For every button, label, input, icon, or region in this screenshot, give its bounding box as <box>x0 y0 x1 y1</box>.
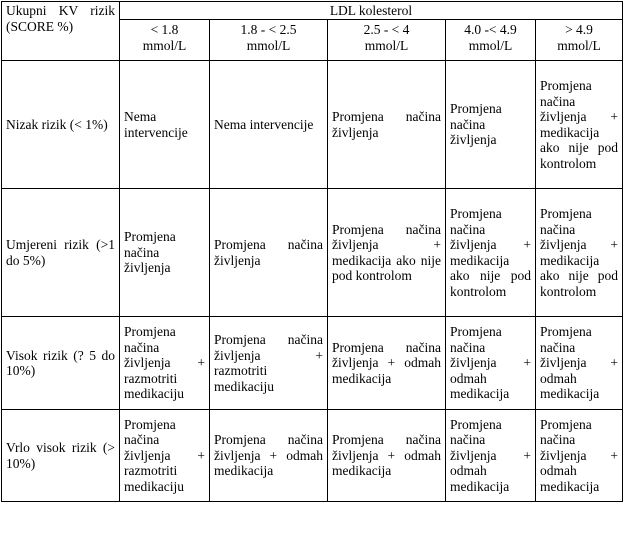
corner-header-label: Ukupni KV rizik (SCORE %) <box>6 3 115 34</box>
column-header-range: > 4.9 <box>565 22 593 37</box>
recommendation-text: Promjena načina življenja + odmah medikacija <box>450 324 531 402</box>
recommendation-text: Promjena načina življenja + medikacija ako nije pod kontrolom <box>540 78 618 171</box>
column-header-range: 4.0 -< 4.9 <box>464 22 517 37</box>
column-header-unit: mmol/L <box>468 37 513 53</box>
column-header-5 <box>536 20 623 61</box>
recommendation-text: Promjena načina življenja <box>332 109 441 140</box>
column-header-2 <box>210 20 328 61</box>
recommendation-cell <box>328 189 446 317</box>
risk-label-cell <box>2 61 120 189</box>
risk-label-cell <box>2 189 120 317</box>
risk-label: Visok rizik (? 5 do 10%) <box>6 347 115 378</box>
recommendation-text: Promjena načina življenja + razmotriti medikaciju <box>124 324 205 402</box>
recommendation-text: Nema intervencije <box>124 109 188 140</box>
recommendation-cell <box>120 61 210 189</box>
risk-label: Umjereni rizik (>1 do 5%) <box>6 237 115 268</box>
recommendation-text: Promjena načina življenja + odmah medikacija <box>450 416 531 494</box>
ldl-group-header-label: LDL kolesterol <box>329 3 413 18</box>
risk-label: Nizak rizik (< 1%) <box>6 116 108 132</box>
recommendation-cell <box>120 189 210 317</box>
recommendation-text: Nema intervencije <box>214 116 314 132</box>
recommendation-text: Promjena načina življenja + odmah medikacija <box>540 324 618 402</box>
risk-label-cell <box>2 317 120 410</box>
recommendation-cell <box>120 410 210 502</box>
column-header-range: < 1.8 <box>150 22 179 37</box>
recommendation-cell <box>446 317 536 410</box>
recommendation-cell <box>210 61 328 189</box>
recommendation-cell <box>210 317 328 410</box>
recommendation-text: Promjena načina življenja + medikacija ako nije pod kontrolom <box>540 206 618 299</box>
recommendation-cell <box>536 61 623 189</box>
ldl-risk-table <box>1 1 623 502</box>
recommendation-text: Promjena načina življenja <box>124 229 176 276</box>
recommendation-cell <box>328 410 446 502</box>
column-header-unit: mmol/L <box>246 37 291 53</box>
recommendation-cell <box>210 410 328 502</box>
recommendation-text: Promjena načina življenja + medikacija ako nije pod kontrolom <box>332 221 441 283</box>
recommendation-text: Promjena načina življenja + razmotriti medikaciju <box>124 416 205 494</box>
recommendation-cell <box>536 189 623 317</box>
table-row-high-risk <box>2 317 623 410</box>
recommendation-cell <box>446 189 536 317</box>
recommendation-cell <box>120 317 210 410</box>
recommendation-cell <box>328 61 446 189</box>
recommendation-cell <box>536 317 623 410</box>
recommendation-text: Promjena načina življenja <box>450 101 502 148</box>
recommendation-text: Promjena načina življenja + odmah medikacija <box>332 432 441 479</box>
column-header-range: 1.8 - < 2.5 <box>240 22 297 37</box>
recommendation-text: Promjena načina življenja + odmah medikacija <box>214 432 323 479</box>
recommendation-text: Promjena načina življenja + odmah medikacija <box>332 339 441 386</box>
ldl-group-header <box>120 2 623 20</box>
table-row-moderate-risk <box>2 189 623 317</box>
recommendation-text: Promjena načina življenja + razmotriti medikaciju <box>214 332 323 394</box>
table-row-low-risk <box>2 61 623 189</box>
risk-label-cell <box>2 410 120 502</box>
column-header-1 <box>120 20 210 61</box>
recommendation-cell <box>446 410 536 502</box>
column-header-4 <box>446 20 536 61</box>
recommendation-cell <box>210 189 328 317</box>
table-row-very-high-risk <box>2 410 623 502</box>
recommendation-text: Promjena načina življenja + medikacija ako nije pod kontrolom <box>450 206 531 299</box>
risk-label: Vrlo visok rizik (> 10%) <box>6 440 115 471</box>
recommendation-cell <box>536 410 623 502</box>
recommendation-text: Promjena načina življenja + odmah medikacija <box>540 416 618 494</box>
column-header-unit: mmol/L <box>142 37 187 53</box>
column-header-unit: mmol/L <box>364 37 409 53</box>
column-header-3 <box>328 20 446 61</box>
recommendation-cell <box>446 61 536 189</box>
column-header-range: 2.5 - < 4 <box>363 22 410 37</box>
column-header-unit: mmol/L <box>557 37 601 53</box>
recommendation-text: Promjena načina življenja <box>214 237 323 268</box>
corner-header-cell <box>2 2 120 61</box>
recommendation-cell <box>328 317 446 410</box>
